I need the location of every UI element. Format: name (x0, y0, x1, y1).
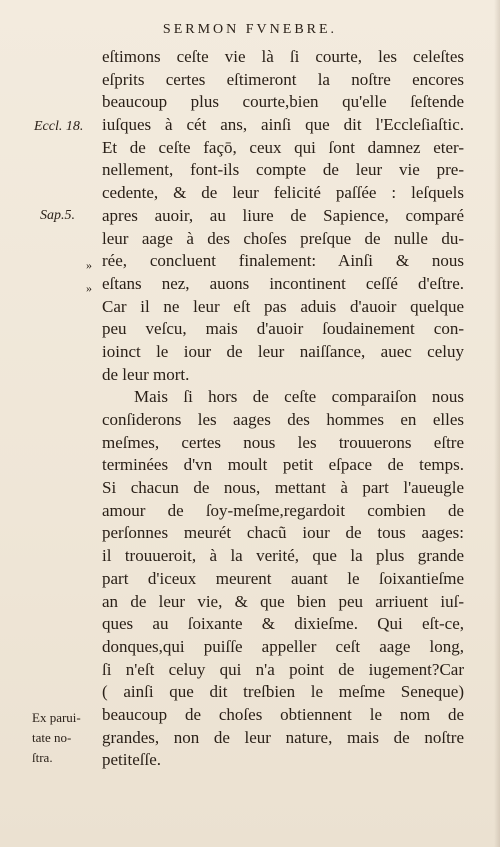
text-line: ( ainſi que dit treſbien le meſme Seneque) (102, 682, 464, 702)
text-line: petiteſſe. (102, 750, 162, 770)
text-line: terminées d'vn moult petit eſpace de temps. (102, 455, 464, 475)
text-line: ſi n'eſt celuy qui n'a point de iugement?Car (102, 659, 464, 679)
margin-latin-line: Ex parui- (32, 710, 81, 725)
text-line: eſprits certes eſtimeront la noſtre encores (102, 69, 464, 89)
text-line: donques,qui puiſſe appeller ceſt aage long, (102, 636, 464, 656)
text-line: il trouueroit, à la verité, que la plus grande (102, 546, 464, 566)
text-line: nellement, font-ils compte de leur vie pre- (102, 160, 464, 180)
text-line: meſmes, certes nous les trouuerons eſtre (102, 432, 464, 452)
body-text (102, 46, 464, 772)
text-line: ioinct le iour de leur naiſſance, auec celuy (102, 341, 464, 361)
margin-note-sap: Sap.5. (40, 208, 75, 223)
quotation-mark: » (86, 258, 92, 272)
text-line: cedente, & de leur felicité paſſée : leſquels (102, 183, 464, 203)
text-line: Mais ſi hors de ceſte comparaiſon nous (134, 387, 464, 407)
page-edge-shadow (494, 0, 500, 847)
margin-latin-line: ſtra. (32, 750, 53, 765)
text-line: leur aage à des choſes preſque de nulle du- (102, 228, 464, 248)
text-line: eſtans nez, auons incontinent ceſſé d'eſtre. (102, 273, 464, 293)
text-line: rée, concluent finalement: Ainſi & nous (102, 251, 464, 271)
margin-note-latin (32, 708, 81, 768)
text-line: beaucoup de choſes obtiennent le nom de (102, 704, 464, 724)
text-line: conſiderons les aages des hommes en elles (102, 410, 464, 429)
margin-latin-line: tate no- (32, 730, 72, 745)
text-line: an de leur vie, & que bien peu arriuent iuſ- (102, 591, 464, 611)
text-line: apres auoir, au liure de Sapience, comparé (102, 205, 464, 225)
text-line: Car il ne leur eſt pas aduis d'auoir quelque (102, 296, 464, 316)
running-title: SERMON FVNEBRE. (162, 22, 338, 37)
text-line: perſonnes meurét chacũ iour de tous aages: (102, 523, 464, 543)
text-line: amour de ſoy-meſme,regardoit combien de (102, 500, 464, 520)
margin-note-eccl: Eccl. 18. (34, 119, 84, 134)
text-line: iuſques à cét ans, ainſi que dit l'Eccleſiaſtic. (102, 115, 464, 135)
text-line: eſtimons ceſte vie là ſi courte, les celeſtes (102, 47, 464, 66)
text-line: de leur mort. (102, 364, 190, 384)
text-line: part d'iceux meurent auant le ſoixantieſme (102, 568, 464, 588)
quotation-mark: » (86, 281, 92, 295)
text-line: Et de ceſte façō, ceux qui ſont damnez eter- (102, 137, 464, 157)
text-line: Si chacun de nous, mettant à part l'aueugle (102, 478, 464, 498)
text-line: ques au ſoixante & dixieſme. Qui eſt-ce, (102, 614, 464, 634)
text-line: peu veſcu, mais d'auoir ſoudainement con- (102, 319, 464, 339)
text-line: grandes, non de leur nature, mais de noſtre (102, 727, 464, 747)
text-line: beaucoup plus courte,bien qu'elle ſeſtende (102, 92, 464, 112)
